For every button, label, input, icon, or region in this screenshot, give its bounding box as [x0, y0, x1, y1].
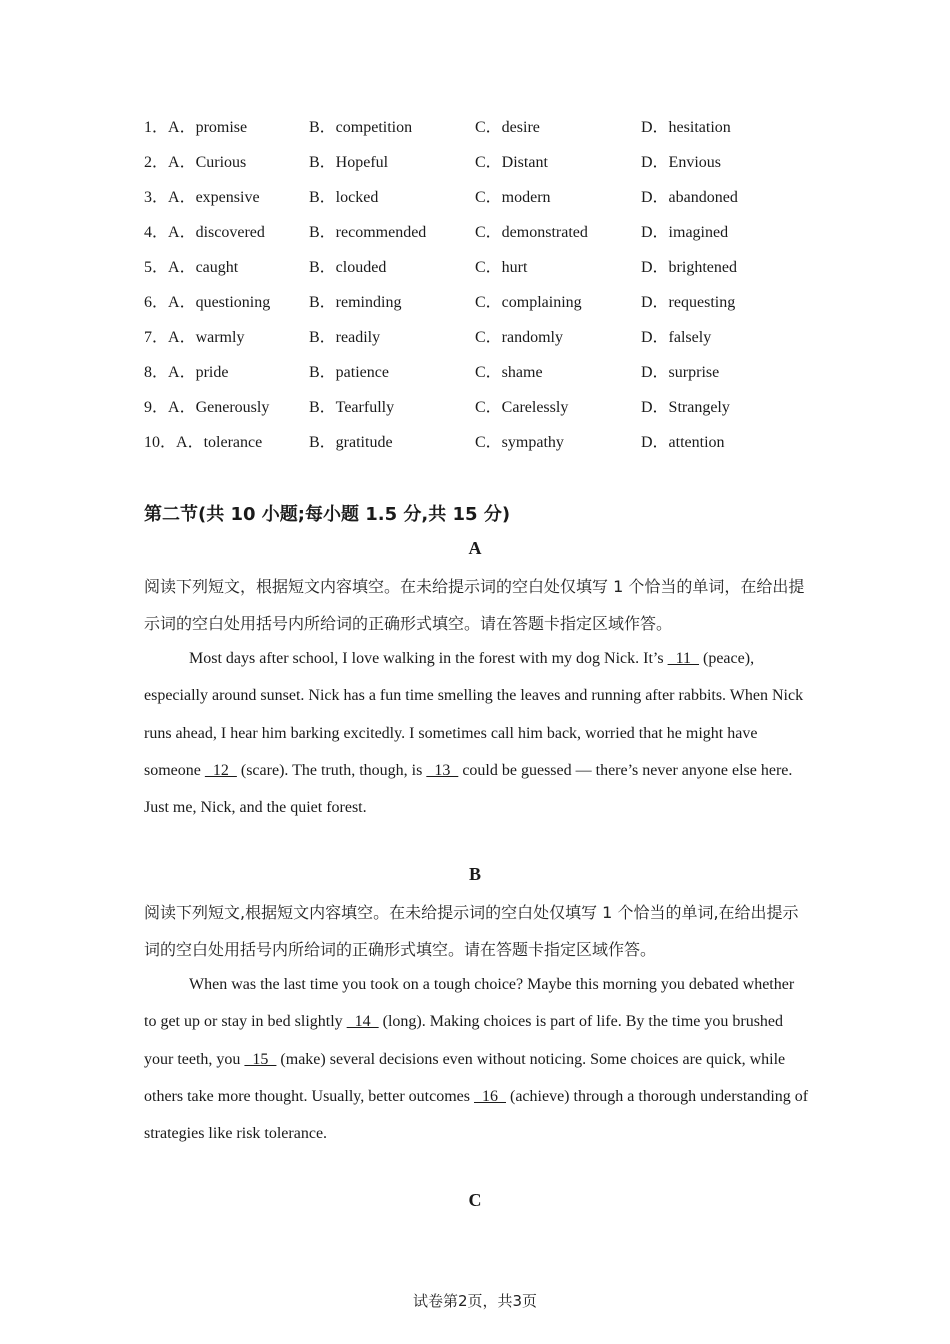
- question-number: 8．: [144, 364, 169, 381]
- option-b: B．clouded: [309, 259, 387, 276]
- option-a-text: A．expensive: [168, 189, 260, 206]
- option-c: C．shame: [475, 364, 543, 381]
- option-a: [144, 355, 228, 390]
- option-a-text: A．questioning: [168, 294, 271, 311]
- option-row: [144, 145, 824, 180]
- option-a: [144, 145, 246, 180]
- option-a-text: A．Generously: [168, 399, 270, 416]
- option-c: C．Distant: [475, 154, 548, 171]
- option-b: B．reminding: [309, 294, 402, 311]
- question-number: 6．: [144, 294, 169, 311]
- option-row: [144, 215, 824, 250]
- option-a: [144, 110, 247, 145]
- passage-b-instruction: 阅读下列短文,根据短文内容填空。在未给提示词的空白处仅填写 1 个恰当的单词,在给出提示词的空白处用括号内所给词的正确形式填空。请在答题卡指定区域作答。: [144, 903, 799, 959]
- option-b: B．competition: [309, 119, 413, 136]
- page-footer: 试卷第2页，共3页: [412, 1292, 538, 1310]
- blank-13: 13: [426, 761, 459, 779]
- option-b: B．readily: [309, 329, 381, 346]
- option-c: C．demonstrated: [475, 224, 588, 241]
- blank-14: 14: [346, 1013, 379, 1031]
- option-a: [144, 180, 260, 215]
- option-a: [144, 285, 270, 320]
- option-row: [144, 110, 824, 145]
- option-c: C．modern: [475, 189, 551, 206]
- option-row: [144, 250, 824, 285]
- options-table: [144, 110, 824, 460]
- option-row: [144, 180, 824, 215]
- question-number: 4．: [144, 224, 169, 241]
- option-c: C．complaining: [475, 294, 582, 311]
- option-row: [144, 390, 824, 425]
- question-number: 1．: [144, 119, 169, 136]
- option-d: D．attention: [641, 434, 725, 451]
- option-a-text: A．discovered: [168, 224, 265, 241]
- option-c: C．randomly: [475, 329, 563, 346]
- passage-c-heading: C: [468, 1190, 482, 1210]
- option-b: B．gratitude: [309, 434, 393, 451]
- option-c: C．Carelessly: [475, 399, 569, 416]
- option-d: D．imagined: [641, 224, 729, 241]
- option-a: [144, 320, 244, 355]
- question-number: 2．: [144, 154, 169, 171]
- question-number: 9．: [144, 399, 169, 416]
- option-d: D．hesitation: [641, 119, 731, 136]
- option-a-text: A．tolerance: [176, 434, 263, 451]
- blank-15: 15: [244, 1050, 277, 1068]
- option-b: B．recommended: [309, 224, 427, 241]
- option-row: [144, 355, 824, 390]
- blank-12: 12: [204, 761, 237, 779]
- option-d: D．falsely: [641, 329, 712, 346]
- option-a-text: A．caught: [168, 259, 239, 276]
- option-c: C．hurt: [475, 259, 528, 276]
- option-a-text: A．Curious: [168, 154, 247, 171]
- option-row: [144, 425, 824, 460]
- option-a: [144, 390, 269, 425]
- option-d: D．Strangely: [641, 399, 730, 416]
- option-c: C．sympathy: [475, 434, 564, 451]
- passage-a-heading: A: [468, 538, 482, 558]
- passage-b-text: When was the last time you took on a tough choice? Maybe this morning you debated whether to get up or stay in bed slightly 14 (long). Making choices is part of life. By the time you brushed your teeth, you 15 (make) several decisions even without noticing. Some choices are quick, while others take more thought. Usually, better outcomes 16 (achieve) through a thorough understanding of strategies like risk tolerance.: [144, 976, 809, 1143]
- passage-a-text: Most days after school, I love walking in the forest with my dog Nick. It’s 11 (peace), especially around sunset. Nick has a fun time smelling the leaves and running after rabbits. When Nick runs ahead, I hear him barking excitedly. I sometimes call him back, worried that he might have someone 12 (scare). The truth, though, is 13 could be guessed — there’s never anyone else here. Just me, Nick, and the quiet forest.: [144, 650, 804, 817]
- option-a-text: A．pride: [168, 364, 229, 381]
- option-row: [144, 285, 824, 320]
- passage-b-heading: B: [468, 864, 481, 884]
- question-number: 7．: [144, 329, 169, 346]
- question-number: 5．: [144, 259, 169, 276]
- option-b: B．Hopeful: [309, 154, 389, 171]
- option-c: C．desire: [475, 119, 540, 136]
- option-a: [144, 215, 265, 250]
- option-d: D．Envious: [641, 154, 722, 171]
- option-d: D．surprise: [641, 364, 720, 381]
- option-d: D．requesting: [641, 294, 736, 311]
- option-d: D．brightened: [641, 259, 737, 276]
- question-number: 10．: [144, 434, 177, 451]
- blank-11: 11: [667, 650, 699, 667]
- passage-a-instruction: 阅读下列短文，根据短文内容填空。在未给提示词的空白处仅填写 1 个恰当的单词，在给出提示词的空白处用括号内所给词的正确形式填空。请在答题卡指定区域作答。: [144, 577, 805, 633]
- question-number: 3．: [144, 189, 169, 206]
- option-a-text: A．promise: [168, 119, 248, 136]
- section-title: 第二节(共 10 小题;每小题 1.5 分,共 15 分): [144, 504, 511, 525]
- option-b: B．locked: [309, 189, 379, 206]
- option-a-text: A．warmly: [168, 329, 245, 346]
- option-a: [144, 250, 238, 285]
- option-b: B．Tearfully: [309, 399, 395, 416]
- blank-16: 16: [474, 1087, 506, 1105]
- option-b: B．patience: [309, 364, 389, 381]
- option-a: [144, 425, 262, 460]
- option-d: D．abandoned: [641, 189, 738, 206]
- option-row: [144, 320, 824, 355]
